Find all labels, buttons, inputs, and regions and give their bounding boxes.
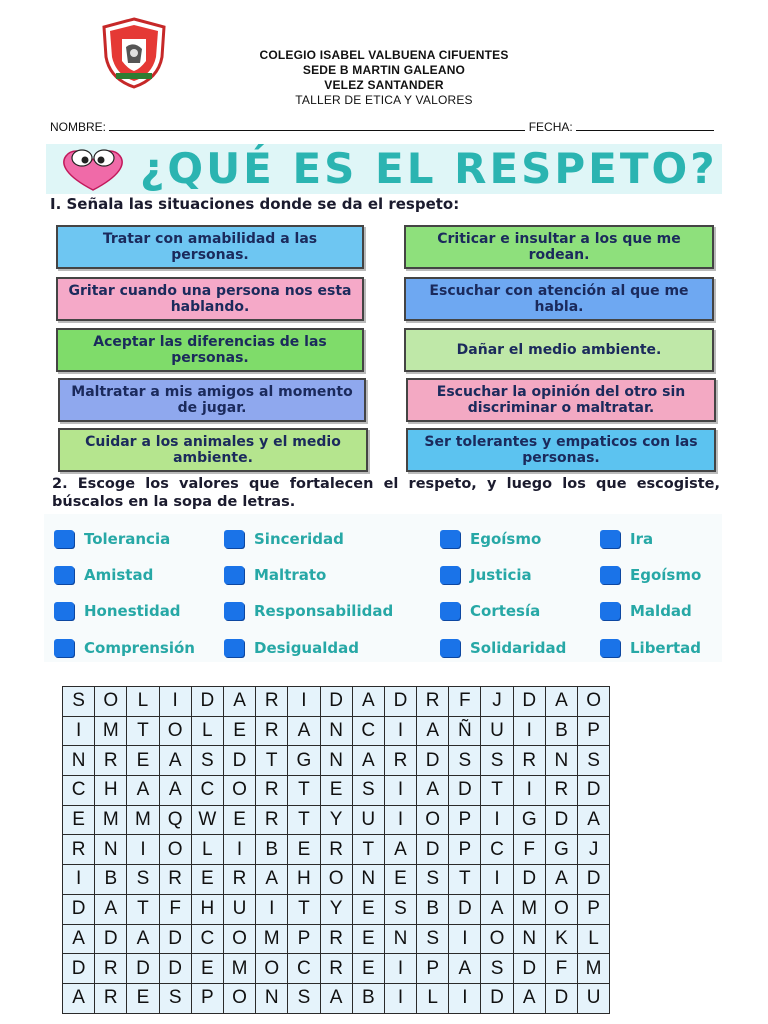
letter-cell[interactable]: E — [63, 805, 95, 835]
letter-cell[interactable]: A — [159, 776, 191, 806]
checkbox-icon[interactable] — [54, 566, 74, 584]
letter-cell[interactable]: M — [578, 954, 610, 984]
letter-cell[interactable]: M — [513, 894, 545, 924]
word-search-row — [63, 865, 610, 895]
letter-cell[interactable]: S — [127, 865, 159, 895]
letter-cell[interactable]: A — [95, 894, 127, 924]
value-option[interactable] — [440, 528, 541, 550]
letter-cell[interactable]: Q — [159, 805, 191, 835]
word-search-row — [63, 805, 610, 835]
value-option[interactable] — [440, 564, 532, 586]
letter-cell[interactable]: S — [481, 954, 513, 984]
letter-cell[interactable]: O — [223, 924, 255, 954]
value-label: Maltrato — [254, 566, 327, 584]
letter-cell[interactable]: R — [320, 835, 352, 865]
letter-cell[interactable]: D — [223, 746, 255, 776]
letter-cell[interactable]: D — [159, 924, 191, 954]
letter-cell[interactable]: I — [223, 835, 255, 865]
letter-cell[interactable]: G — [288, 746, 320, 776]
checkbox-icon[interactable] — [224, 602, 244, 620]
value-label: Sinceridad — [254, 530, 344, 548]
letter-cell[interactable]: A — [417, 716, 449, 746]
letter-cell[interactable]: B — [417, 894, 449, 924]
letter-cell[interactable]: C — [352, 716, 384, 746]
name-field[interactable] — [109, 118, 525, 131]
letter-cell[interactable]: I — [513, 776, 545, 806]
letter-cell[interactable]: S — [191, 746, 223, 776]
value-option[interactable] — [54, 564, 153, 586]
letter-cell[interactable]: N — [545, 746, 577, 776]
letter-cell[interactable]: M — [127, 805, 159, 835]
letter-cell[interactable]: I — [384, 776, 416, 806]
value-option[interactable] — [224, 564, 326, 586]
letter-cell[interactable]: R — [256, 716, 288, 746]
letter-cell[interactable]: U — [352, 805, 384, 835]
letter-cell[interactable]: S — [417, 924, 449, 954]
letter-cell[interactable]: H — [288, 865, 320, 895]
letter-cell[interactable]: O — [256, 954, 288, 984]
letter-cell[interactable]: E — [384, 865, 416, 895]
letter-cell[interactable]: B — [256, 835, 288, 865]
letter-cell[interactable]: A — [513, 983, 545, 1013]
letter-cell[interactable]: A — [545, 687, 577, 717]
letter-cell[interactable]: R — [545, 776, 577, 806]
letter-cell[interactable]: O — [481, 924, 513, 954]
letter-cell[interactable]: P — [578, 716, 610, 746]
letter-cell[interactable]: D — [417, 835, 449, 865]
letter-cell[interactable]: D — [545, 805, 577, 835]
letter-cell[interactable]: S — [481, 746, 513, 776]
letter-cell[interactable]: R — [256, 776, 288, 806]
letter-cell[interactable]: S — [352, 776, 384, 806]
letter-cell[interactable]: M — [223, 954, 255, 984]
letter-cell[interactable]: S — [159, 983, 191, 1013]
letter-cell[interactable]: I — [159, 687, 191, 717]
school-name: COLEGIO ISABEL VALBUENA CIFUENTES — [259, 48, 509, 62]
letter-cell[interactable]: A — [545, 865, 577, 895]
letter-cell[interactable]: E — [223, 716, 255, 746]
letter-cell[interactable]: B — [545, 716, 577, 746]
letter-cell[interactable]: D — [578, 865, 610, 895]
checkbox-icon[interactable] — [224, 530, 244, 548]
letter-cell[interactable]: W — [191, 805, 223, 835]
letter-cell[interactable]: P — [288, 924, 320, 954]
letter-cell[interactable]: O — [223, 983, 255, 1013]
letter-cell[interactable]: N — [320, 746, 352, 776]
value-label: Honestidad — [84, 602, 181, 620]
letter-cell[interactable]: R — [320, 924, 352, 954]
value-label: Egoísmo — [470, 530, 542, 548]
letter-cell[interactable]: D — [578, 776, 610, 806]
letter-cell[interactable]: D — [449, 894, 481, 924]
letter-cell[interactable]: E — [288, 835, 320, 865]
checkbox-icon[interactable] — [440, 639, 460, 657]
value-label: Tolerancia — [84, 530, 171, 548]
letter-cell[interactable]: I — [384, 954, 416, 984]
situation-card[interactable]: Maltratar a mis amigos al momento de jugar. — [58, 378, 366, 422]
letter-cell[interactable]: I — [481, 805, 513, 835]
letter-cell[interactable]: P — [449, 835, 481, 865]
letter-cell[interactable]: S — [449, 746, 481, 776]
letter-cell[interactable]: S — [384, 894, 416, 924]
letter-cell[interactable]: I — [449, 983, 481, 1013]
letter-cell[interactable]: C — [191, 924, 223, 954]
value-option[interactable] — [600, 528, 653, 550]
letter-cell[interactable]: F — [159, 894, 191, 924]
value-option[interactable] — [440, 637, 566, 659]
value-label: Egoísmo — [630, 566, 702, 584]
checkbox-icon[interactable] — [600, 639, 620, 657]
letter-cell[interactable]: R — [384, 746, 416, 776]
letter-cell[interactable]: L — [417, 983, 449, 1013]
letter-cell[interactable]: T — [127, 894, 159, 924]
letter-cell[interactable]: C — [288, 954, 320, 984]
value-label: Justicia — [470, 566, 532, 584]
value-label: Maldad — [630, 602, 692, 620]
checkbox-icon[interactable] — [600, 530, 620, 548]
letter-cell[interactable]: I — [288, 687, 320, 717]
letter-cell[interactable]: D — [384, 687, 416, 717]
letter-cell[interactable]: C — [191, 776, 223, 806]
letter-cell[interactable]: D — [513, 687, 545, 717]
letter-cell[interactable]: O — [159, 716, 191, 746]
letter-cell[interactable]: E — [191, 954, 223, 984]
letter-cell[interactable]: A — [127, 924, 159, 954]
letter-cell[interactable]: N — [63, 746, 95, 776]
checkbox-icon[interactable] — [600, 602, 620, 620]
letter-cell[interactable]: P — [417, 954, 449, 984]
value-option[interactable] — [440, 600, 540, 622]
letter-cell[interactable]: T — [288, 805, 320, 835]
letter-cell[interactable]: T — [288, 894, 320, 924]
letter-cell[interactable]: D — [320, 687, 352, 717]
letter-cell[interactable]: N — [513, 924, 545, 954]
value-option[interactable] — [224, 528, 344, 550]
value-option[interactable] — [600, 564, 701, 586]
letter-cell[interactable]: I — [384, 983, 416, 1013]
word-search-row — [63, 746, 610, 776]
letter-cell[interactable]: O — [95, 687, 127, 717]
school-header — [200, 48, 568, 108]
letter-cell[interactable]: N — [95, 835, 127, 865]
situation-card[interactable]: Dañar el medio ambiente. — [404, 328, 714, 372]
letter-cell[interactable]: R — [95, 746, 127, 776]
letter-cell[interactable]: O — [417, 805, 449, 835]
city-name: VELEZ SANTANDER — [324, 78, 444, 92]
letter-cell[interactable]: A — [320, 983, 352, 1013]
letter-cell[interactable]: N — [320, 716, 352, 746]
letter-cell[interactable]: I — [63, 716, 95, 746]
letter-cell[interactable]: D — [159, 954, 191, 984]
value-label: Amistad — [84, 566, 154, 584]
letter-cell[interactable]: G — [545, 835, 577, 865]
checkbox-icon[interactable] — [440, 566, 460, 584]
letter-cell[interactable]: Y — [320, 805, 352, 835]
letter-cell[interactable]: P — [191, 983, 223, 1013]
letter-cell[interactable]: A — [352, 687, 384, 717]
letter-cell[interactable]: E — [352, 954, 384, 984]
letter-cell[interactable]: F — [449, 687, 481, 717]
letter-cell[interactable]: T — [127, 716, 159, 746]
letter-cell[interactable]: E — [320, 776, 352, 806]
letter-cell[interactable]: D — [127, 954, 159, 984]
letter-cell[interactable]: R — [417, 687, 449, 717]
letter-cell[interactable]: I — [513, 716, 545, 746]
checkbox-icon[interactable] — [54, 602, 74, 620]
word-search-grid — [62, 686, 610, 1014]
checkbox-icon[interactable] — [440, 602, 460, 620]
letter-cell[interactable]: E — [352, 924, 384, 954]
situation-card[interactable]: Ser tolerantes y empaticos con las personas. — [406, 428, 716, 472]
checkbox-icon[interactable] — [224, 566, 244, 584]
letter-cell[interactable]: E — [223, 805, 255, 835]
letter-cell[interactable]: E — [191, 865, 223, 895]
letter-cell[interactable]: J — [578, 835, 610, 865]
letter-cell[interactable]: A — [256, 865, 288, 895]
value-option[interactable] — [224, 637, 359, 659]
checkbox-icon[interactable] — [54, 530, 74, 548]
value-label: Libertad — [630, 639, 702, 657]
letter-cell[interactable]: D — [95, 924, 127, 954]
letter-cell[interactable]: I — [256, 894, 288, 924]
value-option[interactable] — [224, 600, 393, 622]
letter-cell[interactable]: L — [127, 687, 159, 717]
letter-cell[interactable]: S — [578, 746, 610, 776]
letter-cell[interactable]: C — [481, 835, 513, 865]
letter-cell[interactable]: D — [63, 894, 95, 924]
word-search-row — [63, 835, 610, 865]
checkbox-icon[interactable] — [600, 566, 620, 584]
letter-cell[interactable]: Y — [320, 894, 352, 924]
value-label: Solidaridad — [470, 639, 567, 657]
word-search-row — [63, 983, 610, 1013]
letter-cell[interactable]: A — [449, 954, 481, 984]
letter-cell[interactable]: I — [63, 865, 95, 895]
checkbox-icon[interactable] — [440, 530, 460, 548]
letter-cell[interactable]: R — [63, 835, 95, 865]
letter-cell[interactable]: O — [545, 894, 577, 924]
letter-cell[interactable]: D — [481, 983, 513, 1013]
letter-cell[interactable]: D — [513, 865, 545, 895]
word-search-row — [63, 894, 610, 924]
letter-cell[interactable]: P — [449, 805, 481, 835]
letter-cell[interactable]: A — [223, 687, 255, 717]
letter-cell[interactable]: A — [127, 776, 159, 806]
word-search-row — [63, 776, 610, 806]
letter-cell[interactable]: I — [449, 924, 481, 954]
letter-cell[interactable]: T — [481, 776, 513, 806]
letter-cell[interactable]: N — [256, 983, 288, 1013]
letter-cell[interactable]: A — [63, 983, 95, 1013]
letter-cell[interactable]: H — [191, 894, 223, 924]
heart-eyes-icon — [56, 146, 130, 192]
word-search-row — [63, 924, 610, 954]
letter-cell[interactable]: R — [320, 954, 352, 984]
letter-cell[interactable]: A — [384, 835, 416, 865]
campus-name: SEDE B MARTIN GALEANO — [302, 63, 466, 77]
letter-cell[interactable]: T — [352, 835, 384, 865]
letter-cell[interactable]: I — [384, 716, 416, 746]
value-label: Comprensión — [84, 639, 195, 657]
letter-cell[interactable]: A — [63, 924, 95, 954]
section2-heading: 2. Escoge los valores que fortalecen el respeto, y luego los que escogiste, búscalos en la sopa de letras. — [52, 476, 720, 510]
letter-cell[interactable]: R — [159, 865, 191, 895]
name-label: NOMBRE: — [50, 120, 107, 134]
letter-cell[interactable]: O — [578, 687, 610, 717]
letter-cell[interactable]: R — [256, 805, 288, 835]
date-field[interactable] — [576, 118, 714, 131]
letter-cell[interactable]: G — [513, 805, 545, 835]
letter-cell[interactable]: L — [578, 924, 610, 954]
situation-card[interactable]: Cuidar a los animales y el medio ambiente. — [58, 428, 368, 472]
letter-cell[interactable]: R — [513, 746, 545, 776]
letter-cell[interactable]: T — [449, 865, 481, 895]
value-option[interactable] — [54, 637, 195, 659]
letter-cell[interactable]: A — [417, 776, 449, 806]
workshop-name: TALLER DE ETICA Y VALORES — [295, 93, 473, 107]
letter-cell[interactable]: N — [352, 865, 384, 895]
letter-cell[interactable]: P — [578, 894, 610, 924]
letter-cell[interactable]: M — [95, 716, 127, 746]
letter-cell[interactable]: J — [481, 687, 513, 717]
letter-cell[interactable]: S — [417, 865, 449, 895]
letter-cell[interactable]: U — [481, 716, 513, 746]
letter-cell[interactable]: A — [578, 805, 610, 835]
letter-cell[interactable]: D — [191, 687, 223, 717]
letter-cell[interactable]: A — [288, 716, 320, 746]
letter-cell[interactable]: M — [95, 805, 127, 835]
letter-cell[interactable]: I — [384, 805, 416, 835]
letter-cell[interactable]: E — [127, 983, 159, 1013]
value-option[interactable] — [600, 637, 701, 659]
checkbox-icon[interactable] — [224, 639, 244, 657]
letter-cell[interactable]: L — [191, 835, 223, 865]
value-label: Cortesía — [470, 602, 541, 620]
letter-cell[interactable]: A — [481, 894, 513, 924]
name-date-row — [50, 118, 730, 134]
letter-cell[interactable]: M — [256, 924, 288, 954]
situation-card[interactable]: Tratar con amabilidad a las personas. — [56, 225, 364, 269]
letter-cell[interactable]: Ñ — [449, 716, 481, 746]
letter-cell[interactable]: A — [159, 746, 191, 776]
word-search-row — [63, 716, 610, 746]
letter-cell[interactable]: O — [159, 835, 191, 865]
letter-cell[interactable]: R — [95, 983, 127, 1013]
letter-cell[interactable]: U — [223, 894, 255, 924]
letter-cell[interactable]: I — [127, 835, 159, 865]
letter-cell[interactable]: T — [256, 746, 288, 776]
letter-cell[interactable]: S — [63, 687, 95, 717]
letter-cell[interactable]: D — [417, 746, 449, 776]
situation-card[interactable]: Escuchar con atención al que me habla. — [404, 277, 714, 321]
letter-cell[interactable]: C — [63, 776, 95, 806]
letter-cell[interactable]: S — [288, 983, 320, 1013]
letter-cell[interactable]: E — [352, 894, 384, 924]
letter-cell[interactable]: E — [127, 746, 159, 776]
letter-cell[interactable]: T — [288, 776, 320, 806]
letter-cell[interactable]: D — [63, 954, 95, 984]
letter-cell[interactable]: A — [352, 746, 384, 776]
situation-card[interactable]: Escuchar la opinión del otro sin discriminar o maltratar. — [406, 378, 716, 422]
date-label: FECHA: — [528, 120, 573, 134]
value-label: Desigualdad — [254, 639, 359, 657]
situation-card[interactable]: Criticar e insultar a los que me rodean. — [404, 225, 714, 269]
letter-cell[interactable]: D — [545, 983, 577, 1013]
value-option[interactable] — [54, 600, 181, 622]
letter-cell[interactable]: D — [513, 954, 545, 984]
letter-cell[interactable]: R — [223, 865, 255, 895]
letter-cell[interactable]: B — [352, 983, 384, 1013]
section1-heading: I. Señala las situaciones donde se da el respeto: — [50, 195, 460, 213]
letter-cell[interactable]: K — [545, 924, 577, 954]
value-option[interactable] — [54, 528, 170, 550]
letter-cell[interactable]: O — [223, 776, 255, 806]
page-title: ¿QUÉ ES EL RESPETO? — [140, 144, 718, 193]
letter-cell[interactable]: F — [513, 835, 545, 865]
word-search-row — [63, 687, 610, 717]
value-option[interactable] — [600, 600, 692, 622]
letter-cell[interactable]: N — [384, 924, 416, 954]
letter-cell[interactable]: I — [481, 865, 513, 895]
situation-card[interactable]: Aceptar las diferencias de las personas. — [56, 328, 364, 372]
situation-card[interactable]: Gritar cuando una persona nos esta hablando. — [56, 277, 364, 321]
letter-cell[interactable]: D — [449, 776, 481, 806]
word-search-row — [63, 954, 610, 984]
value-label: Responsabilidad — [254, 602, 394, 620]
letter-cell[interactable]: O — [320, 865, 352, 895]
school-crest-logo — [100, 17, 168, 89]
letter-cell[interactable]: R — [256, 687, 288, 717]
letter-cell[interactable]: F — [545, 954, 577, 984]
letter-cell[interactable]: U — [578, 983, 610, 1013]
letter-cell[interactable]: B — [95, 865, 127, 895]
letter-cell[interactable]: L — [191, 716, 223, 746]
value-label: Ira — [630, 530, 654, 548]
checkbox-icon[interactable] — [54, 639, 74, 657]
letter-cell[interactable]: R — [95, 954, 127, 984]
letter-cell[interactable]: H — [95, 776, 127, 806]
